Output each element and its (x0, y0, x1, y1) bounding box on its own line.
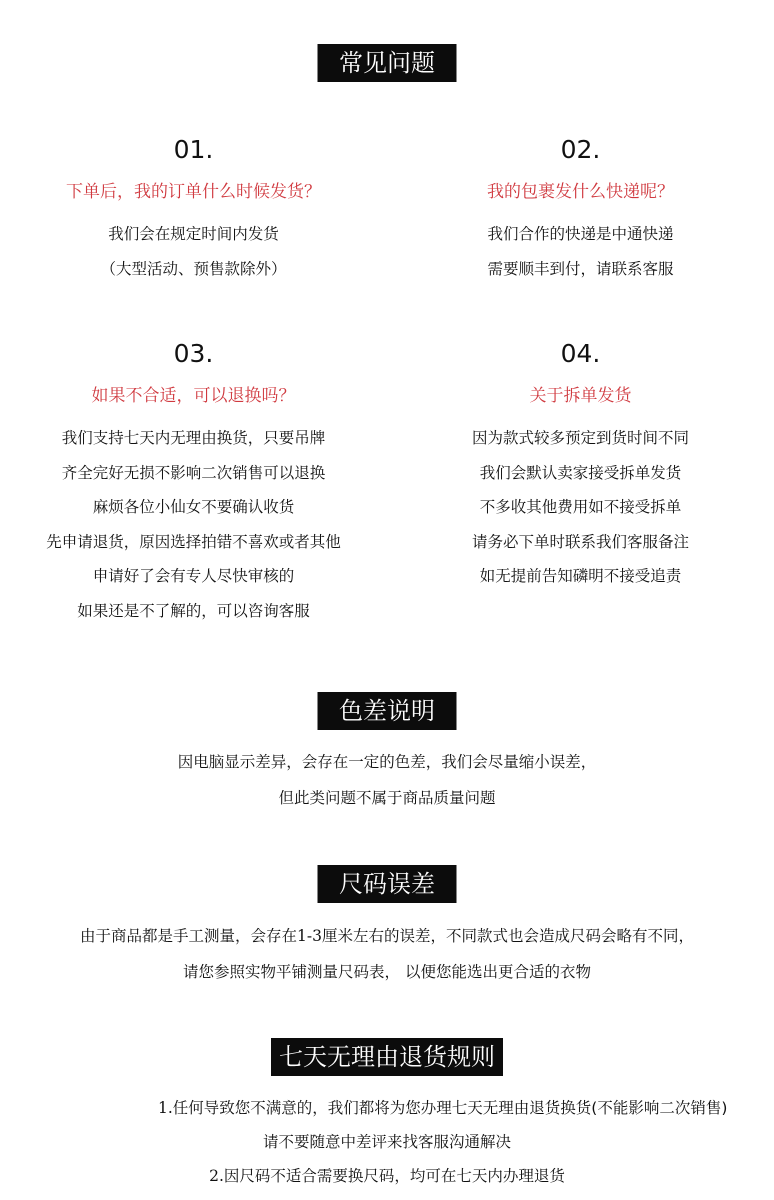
color-difference-title: 色差说明 (318, 692, 457, 730)
faq-answer-line: 我们会在规定时间内发货 (108, 225, 279, 243)
faq-item-04 (387, 339, 774, 594)
faq-question: 我的包裹发什么快递呢？ (487, 182, 674, 202)
faq-answer-line: 齐全完好无损不影响二次销售可以退换 (61, 463, 326, 482)
faq-number: 02. (560, 135, 601, 164)
faq-answer-line: 我们合作的快递是中通快递 (487, 225, 674, 243)
faq-number: 03. (173, 339, 214, 368)
faq-answer-line: 因为款式较多预定到货时间不同 (471, 429, 689, 447)
faq-answer-line: 我们支持七天内无理由换货，只要吊牌 (61, 429, 326, 447)
return-rule-1 (158, 1091, 727, 1125)
color-line: 因电脑显示差异，会存在一定的色差，我们会尽量缩小误差， (177, 753, 597, 771)
faq-item-03 (0, 339, 387, 628)
faq-answer-line: 麻烦各位小仙女不要确认收货 (92, 498, 295, 516)
return-rule-1-note: (不能影响二次销售) (591, 1099, 728, 1117)
faq-item-02 (387, 135, 774, 286)
color-difference-text (0, 744, 774, 816)
size-line: 请您参照实物平铺测量尺码表， 以便您能选出更合适的衣物 (183, 963, 591, 981)
faq-question: 如果不合适，可以退换吗？ (91, 386, 296, 406)
faq-answer-line: （大型活动、预售款除外） (100, 259, 287, 278)
faq-question: 关于拆单发货 (529, 386, 632, 406)
size-line: 由于商品都是手工测量，会存在1-3厘米左右的误差，不同款式也会造成尺码会略有不同， (80, 927, 694, 945)
faq-question: 下单后，我的订单什么时候发货？ (66, 182, 321, 202)
faq-answer-line: 先申请退货，原因选择拍错不喜欢或者其他 (46, 532, 341, 551)
return-policy-title: 七天无理由退货规则 (271, 1038, 503, 1076)
faq-section-title: 常见问题 (318, 44, 457, 82)
color-line: 但此类问题不属于商品质量问题 (278, 789, 496, 807)
size-error-text (0, 918, 774, 990)
faq-answer-line: 如无提前告知磷明不接受追责 (479, 567, 682, 585)
size-error-title: 尺码误差 (318, 865, 457, 903)
faq-answer-line: 如果还是不了解的，可以咨询客服 (77, 601, 310, 620)
return-rule-1-main: 1.任何导致您不满意的，我们都将为您办理七天无理由退货换货 (158, 1099, 592, 1117)
faq-answer-line: 需要顺丰到付，请联系客服 (487, 259, 674, 278)
faq-number: 01. (173, 135, 214, 164)
return-rule-note: 请不要随意中差评来找客服沟通解决 (262, 1133, 511, 1151)
faq-answer-line: 我们会默认卖家接受拆单发货 (479, 463, 682, 482)
return-rule-2: 2.因尺码不适合需要换尺码，均可在七天内办理退货 (209, 1167, 565, 1185)
faq-answer-line: 申请好了会有专人尽快审核的 (92, 567, 295, 585)
faq-answer-line: 不多收其他费用如不接受拆单 (479, 498, 682, 516)
faq-item-01 (0, 135, 387, 286)
faq-answer-line: 请务必下单时联系我们客服备注 (471, 532, 689, 551)
faq-number: 04. (560, 339, 601, 368)
